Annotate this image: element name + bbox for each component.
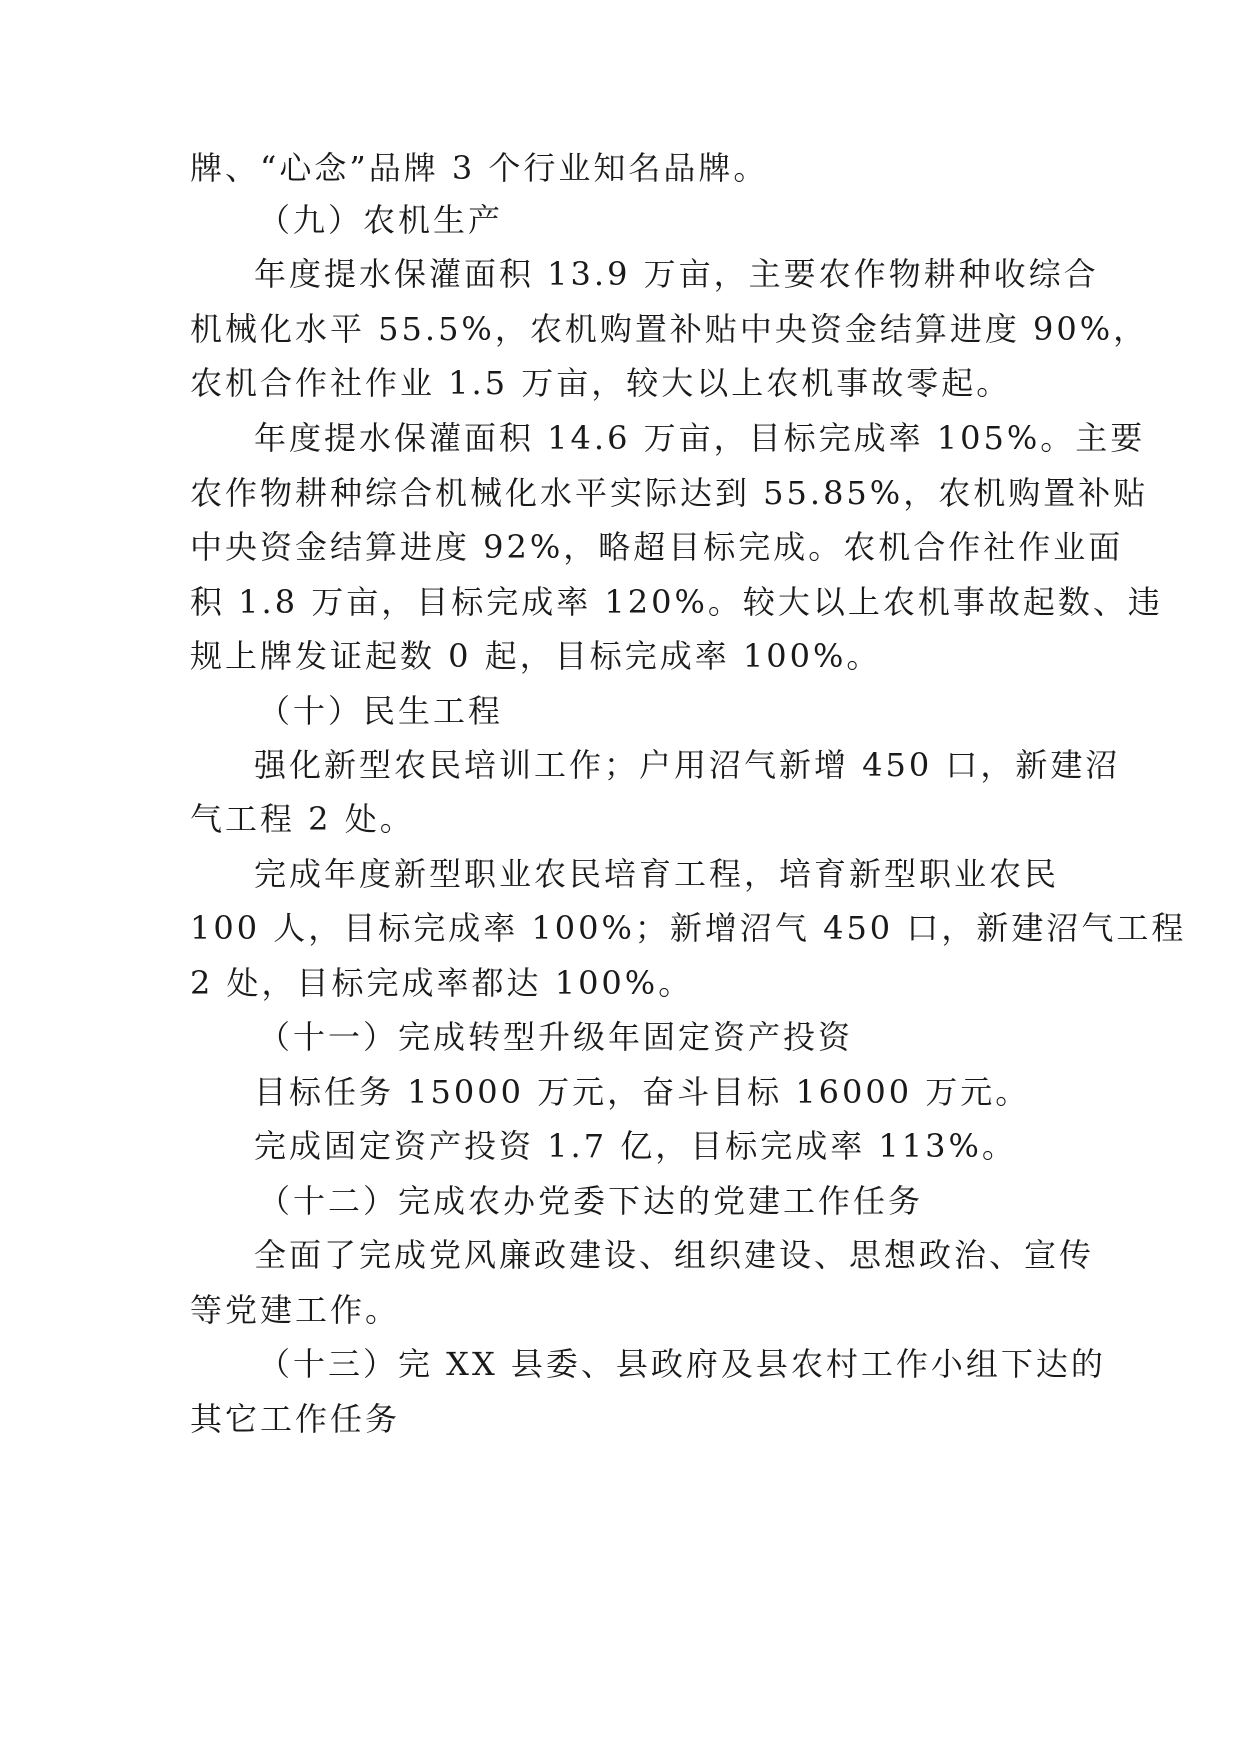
text-line: 100 人，目标完成率 100%；新增沼气 450 口，新建沼气工程 (190, 909, 1187, 947)
section-heading: （十二）完成农办党委下达的党建工作任务 (258, 1182, 924, 1220)
text-line: 积 1.8 万亩，目标完成率 120%。较大以上农机事故起数、违 (190, 583, 1163, 621)
text-line: 农作物耕种综合机械化水平实际达到 55.85%，农机购置补贴 (190, 474, 1149, 512)
section-heading: （十一）完成转型升级年固定资产投资 (258, 1018, 854, 1056)
text-line: 完成年度新型职业农民培育工程，培育新型职业农民 (254, 855, 1060, 893)
text-line: 年度提水保灌面积 14.6 万亩，目标完成率 105%。主要 (254, 419, 1146, 457)
text-line: 牌、“心念”品牌 3 个行业知名品牌。 (190, 149, 769, 187)
text-line: 全面了完成党风廉政建设、组织建设、思想政治、宣传 (254, 1236, 1095, 1274)
text-line: 等党建工作。 (190, 1291, 401, 1329)
text-line: 目标任务 15000 万元，奋斗目标 16000 万元。 (254, 1073, 1031, 1111)
section-heading: （十三）完 XX 县委、县政府及县农村工作小组下达的 (258, 1345, 1106, 1383)
section-heading: （十）民生工程 (258, 692, 504, 730)
text-line: 机械化水平 55.5%，农机购置补贴中央资金结算进度 90%， (190, 310, 1149, 348)
text-line: 中央资金结算进度 92%，略超目标完成。农机合作社作业面 (190, 528, 1124, 566)
text-line: 完成固定资产投资 1.7 亿，目标完成率 113%。 (254, 1127, 1017, 1165)
text-line: 其它工作任务 (190, 1400, 401, 1438)
text-line: 规上牌发证起数 0 起，目标完成率 100%。 (190, 637, 882, 675)
text-line: 农机合作社作业 1.5 万亩，较大以上农机事故零起。 (190, 364, 1012, 402)
text-line: 气工程 2 处。 (190, 800, 415, 838)
section-heading: （九）农机生产 (258, 201, 504, 239)
text-line: 年度提水保灌面积 13.9 万亩，主要农作物耕种收综合 (254, 255, 1099, 293)
text-line: 2 处，目标完成率都达 100%。 (190, 964, 694, 1002)
text-line: 强化新型农民培训工作；户用沼气新增 450 口，新建沼 (254, 746, 1121, 784)
